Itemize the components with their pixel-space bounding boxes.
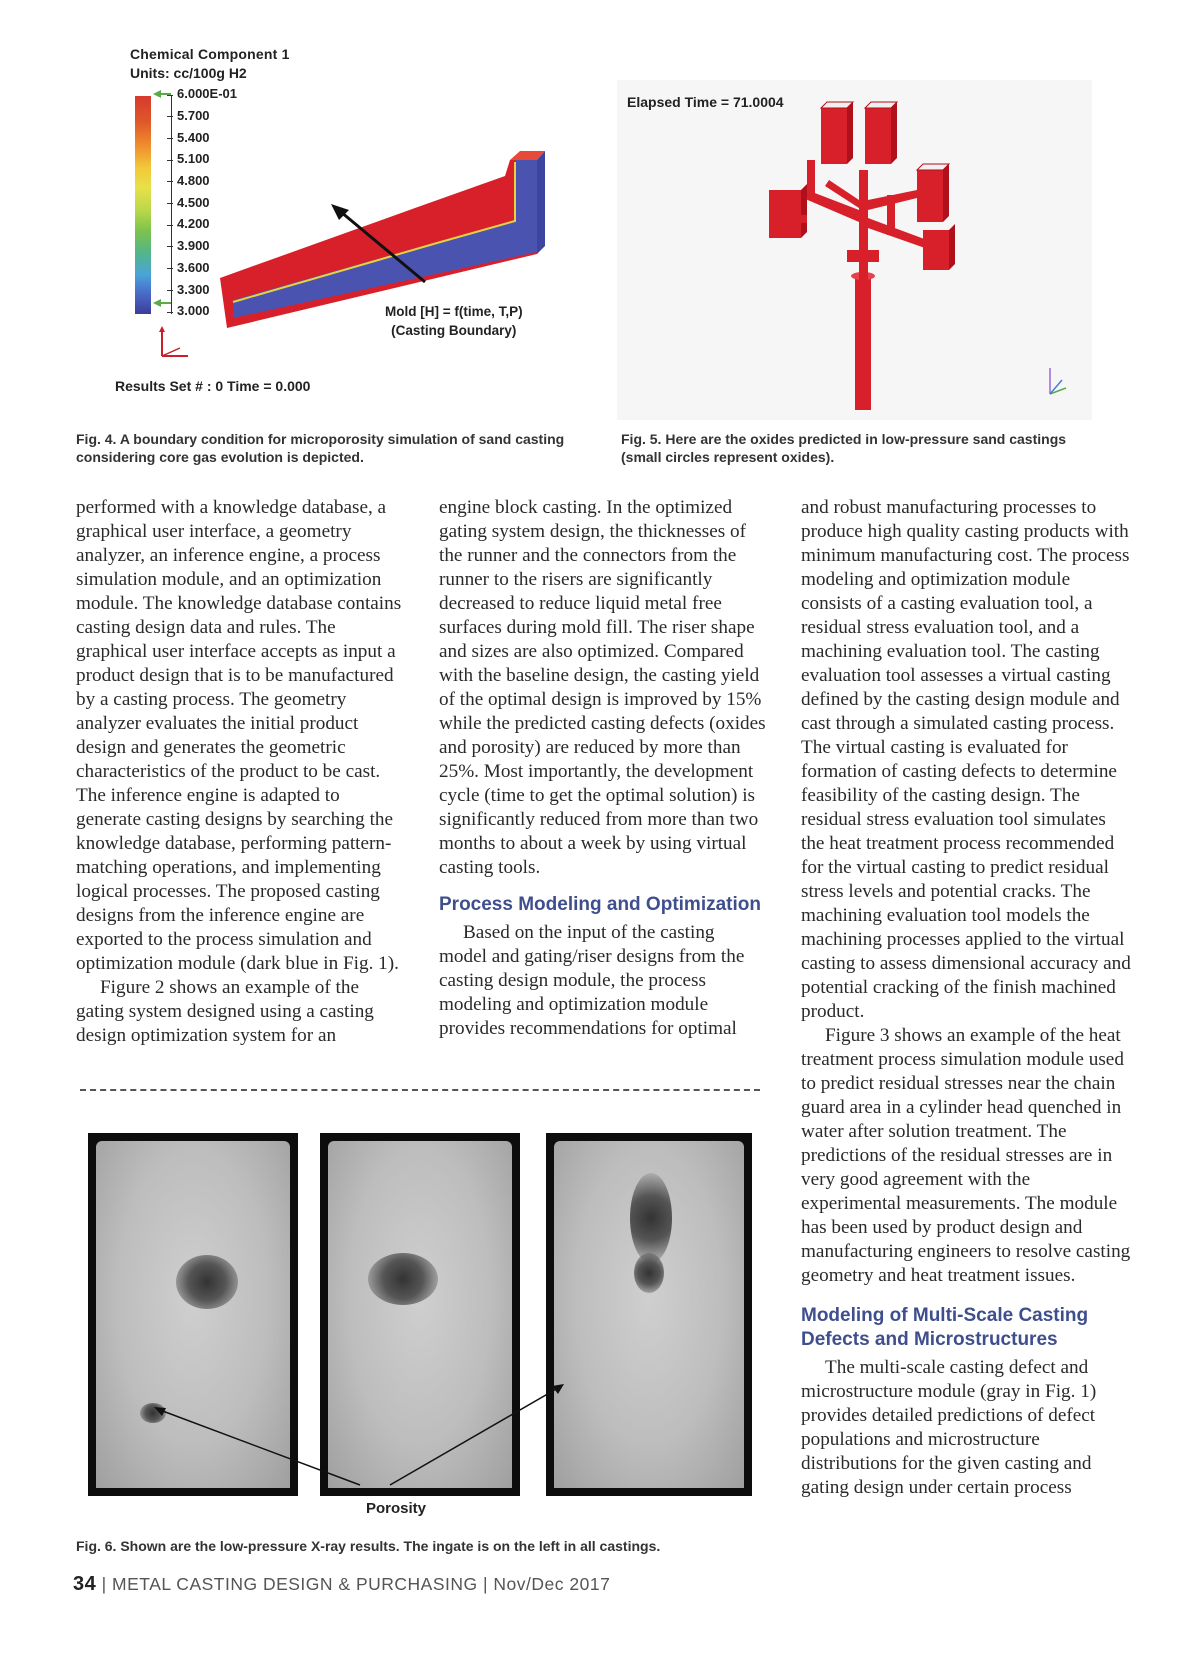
scale-tick-label: 3.000 [177,303,210,318]
elapsed-time-label: Elapsed Time = 71.0004 [627,94,784,110]
tick-mark [167,268,173,269]
riser-right-upper [917,170,943,222]
scale-tick-label: 4.500 [177,195,210,210]
fig4-caption: Fig. 4. A boundary condition for microporosity simulation of sand casting considering core gas evolution is depicted. [76,431,565,465]
tick-mark [167,290,173,291]
results-set-label: Results Set # : 0 Time = 0.000 [115,378,311,394]
min-marker-icon [153,299,161,307]
section-heading: Process Modeling and Optimization [439,894,761,915]
core-side-face [537,151,545,254]
fig6-caption: Fig. 6. Shown are the low-pressure X-ray results. The ingate is on the left in all castings. [76,1538,661,1554]
axis-triad-icon [1042,362,1072,402]
scale-tick-label: 5.700 [177,108,210,123]
paragraph: and robust manufacturing processes to produce high quality casting products with minimum manufacturing cost. The process modeling and optimization module consists of a casting evaluation tool, a residual stress evaluation tool, and a machining evaluation tool. The casting evaluation tool assesses a virtual casting defined by the casting design module and cast through a simulated casting process. The virtual casting is evaluated for formation of casting defects to determine feasibility of the casting design. The residual stress evaluation tool simulates the heat treatment process recommended for the virtual casting to predict residual stress levels and potential cracks. The machining evaluation tool models the machining processes applied to the virtual casting to assess dimensional accuracy and potential cracking of the finish machined product. [801,497,1131,1022]
runner [859,170,868,280]
scale-tick-label: 5.100 [177,151,210,166]
gating-system-model [767,90,967,410]
fig5-caption: Fig. 5. Here are the oxides predicted in low-pressure sand castings (small circles represent oxides). [621,431,1067,465]
tick-mark [167,138,173,139]
porosity-label: Porosity [366,1500,427,1517]
tick-mark [167,203,173,204]
page-number: 34 [73,1573,97,1595]
tick-mark [167,246,173,247]
figure-4 [95,40,615,420]
scale-tick-label: 3.300 [177,282,210,297]
scale-tick-label: 5.400 [177,130,210,145]
magazine-title: METAL CASTING DESIGN & PURCHASING [112,1574,478,1594]
footer-separator: | [483,1574,489,1594]
text-column-1 [76,496,406,1048]
text-column-3 [801,496,1131,1500]
riser-right-lower [923,230,949,270]
paragraph: Based on the input of the casting model and gating/riser designs from the casting design module, the process modeling and optimization module provides recommendations for optimal [439,922,745,1039]
page-footer [73,1573,610,1596]
sprue [855,275,871,410]
figure-5 [617,80,1092,420]
porosity-pointer-lines [150,1330,600,1500]
paragraph: Figure 3 shows an example of the heat treatment process simulation module used to predict residual stresses near the chain guard area in a cylinder head quenched in water after solution treatment. The predictions of the residual stresses are in very good agreement with the experimental measurements. The module has been used by product design and manufacturing engineers to resolve casting geometry and heat treatment issues. [801,1025,1131,1286]
footer-separator: | [101,1574,107,1594]
fig4-units: Units: cc/100g H2 [130,65,247,81]
tick-mark [167,95,173,96]
color-scale-axis [171,96,172,314]
scale-tick-label: 3.600 [177,260,210,275]
riser-top-left [821,108,847,164]
section-heading: Modeling of Multi-Scale Casting Defects and Microstructures [801,1305,1089,1350]
riser-left [769,190,801,238]
scale-tick-label: 4.800 [177,173,210,188]
fig4-title: Chemical Component 1 [130,46,290,62]
tick-mark [167,116,173,117]
paragraph: performed with a knowledge database, a graphical user interface, a geometry analyzer, an inference engine, a process simulation module, and an optimization module. The knowledge database contains casting design data and rules. The graphical user interface accepts as input a product design that is to be manufactured by a casting process. The geometry analyzer evaluates the initial product design and generates the geometric characteristics of the product to be cast. The inference engine is adapted to generate casting designs by searching the knowledge database, performing pattern-matching operations, and implementing logical processes. The proposed casting designs from the inference engine are exported to the process simulation and optimization module (dark blue in Fig. 1). [76,497,402,974]
tick-mark [167,225,173,226]
riser-top-right [865,108,891,164]
pointer-arrow-icon [325,200,435,290]
axis-triad-icon [150,326,200,366]
tick-mark [167,160,173,161]
paragraph: engine block casting. In the optimized gating system design, the thicknesses of the runner and the connectors from the runner to the risers are significantly decreased to reduce liquid metal free surfaces during mold fill. The riser shape and sizes are also optimized. Compared with the baseline design, the casting yield of the optimal design is improved by 15% while the predicted casting defects (oxides and porosity) are reduced by more than 25%. Most importantly, the development cycle (time to get the optimal solution) is significantly reduced from more than two months to about a week by using virtual casting tools. [439,497,766,878]
paragraph: The multi-scale casting defect and microstructure module (gray in Fig. 1) provides detailed predictions of defect populations and microstructure distributions for the given casting and gating design under certain process [801,1357,1097,1498]
paragraph: Figure 2 shows an example of the gating system designed using a casting design optimization system for an [76,977,374,1046]
tick-mark [167,312,173,313]
issue-date: Nov/Dec 2017 [493,1574,611,1594]
min-marker-line [161,302,171,304]
scale-tick-label: 4.200 [177,216,210,231]
max-marker-icon [153,90,161,98]
mold-label-line2: (Casting Boundary) [391,323,517,338]
mold-label-line1: Mold [H] = f(time, T,P) [385,304,523,319]
dashed-divider [80,1089,760,1091]
scale-tick-label: 3.900 [177,238,210,253]
tick-mark [167,181,173,182]
mold-label [385,302,523,340]
text-column-2 [439,496,767,1041]
scale-tick-label: 6.000E-01 [177,86,237,101]
color-scale-bar [135,96,151,314]
